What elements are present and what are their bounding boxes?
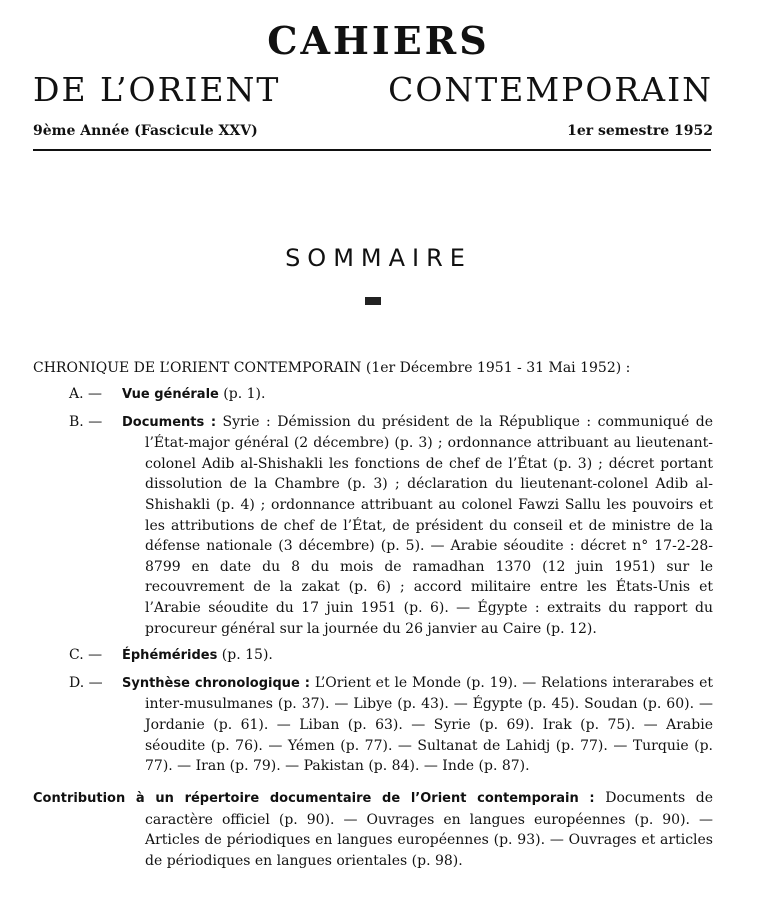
issue-line <box>33 123 713 139</box>
item-text: (p. 1). <box>218 386 266 402</box>
chronique-items <box>33 384 713 783</box>
ornament-mark <box>365 297 381 305</box>
subtitle-left: DE L’ORIENT <box>33 70 281 109</box>
item-letter: A. — <box>69 386 103 402</box>
contribution-text: Documents de caractère officiel (p. 90). — Ouvrages en langues européennes (p. 90). — Articles de périodiques en langues européennes (p. 93). — Ouvrages et articles de périodiques en langues orientales (p. 98). <box>145 790 713 869</box>
item-letter: C. — <box>69 647 103 664</box>
item-c <box>33 645 713 667</box>
subtitle-right: CONTEMPORAIN <box>388 70 713 109</box>
item-text: L’Orient et le Monde (p. 19). — Relations interarabes et inter-musulmanes (p. 37). — Libye (p. 43). — Égypte (p. 45). Soudan (p. 60). — Jordanie (p. 61). — Liban (p. 63). — Syrie (p. 69). Irak (p. 75). — Arabie séoudite (p. 76). — Yémen (p. 77). — Sultanat de Lahidj (p. 77). — Turquie (p. 77). — Iran (p. 79). — Pakistan (p. 84). — Inde (p. 87). <box>145 674 714 775</box>
item-a <box>33 384 713 406</box>
item-d <box>33 673 713 777</box>
item-title: Éphémérides <box>122 648 218 664</box>
journal-subtitle <box>33 70 713 109</box>
item-text: (p. 15). <box>217 647 273 664</box>
item-title: Synthèse chronologique : <box>122 675 311 691</box>
contribution-section <box>33 788 713 871</box>
chronique-heading: CHRONIQUE DE L’ORIENT CONTEMPORAIN (1er Décembre 1951 - 31 Mai 1952) : <box>33 360 631 376</box>
issue-year: 9ème Année (Fascicule XXV) <box>33 123 258 139</box>
item-title: Documents : <box>122 414 217 430</box>
item-b <box>33 412 713 640</box>
journal-title: CAHIERS <box>267 18 490 63</box>
item-title: Vue générale <box>122 387 219 402</box>
item-letter: B. — <box>69 413 103 430</box>
item-letter: D. — <box>69 674 103 691</box>
sommaire-heading: SOMMAIRE <box>285 244 472 272</box>
item-text: Syrie : Démission du président de la République : communiqué de l’État-major général (2 décembre) (p. 3) ; ordonnance attribuant au lieutenant-colonel Adib al-Shishakli les fonctions de chef de l’État (p. 3) ; décret portant dissolution de la Chambre (p. 3) ; déclaration du lieutenant-colonel Adib al-Shishakli (p. 4) ; ordonnance attribuant au colonel Fawzi Sallu les pouvoirs et les attributions de chef de l’État, de président du conseil et de ministre de la défense nationale (3 décembre) (p. 5). — Arabie séoudite : décret n° 17-2-28-8799 en date du 8 du mois de ramadhan 1370 (12 juin 1951) sur le recouvrement de la zakat (p. 6) ; accord militaire entre les États-Unis et l’Arabie séoudite du 17 juin 1951 (p. 6). — Égypte : extraits du rapport du procureur général sur la journée du 26 janvier au Caire (p. 12). <box>145 413 713 637</box>
header-rule <box>33 149 711 151</box>
issue-semester: 1er semestre 1952 <box>567 123 713 139</box>
contribution-title: Contribution à un répertoire documentaire de l’Orient contemporain : <box>33 791 595 806</box>
